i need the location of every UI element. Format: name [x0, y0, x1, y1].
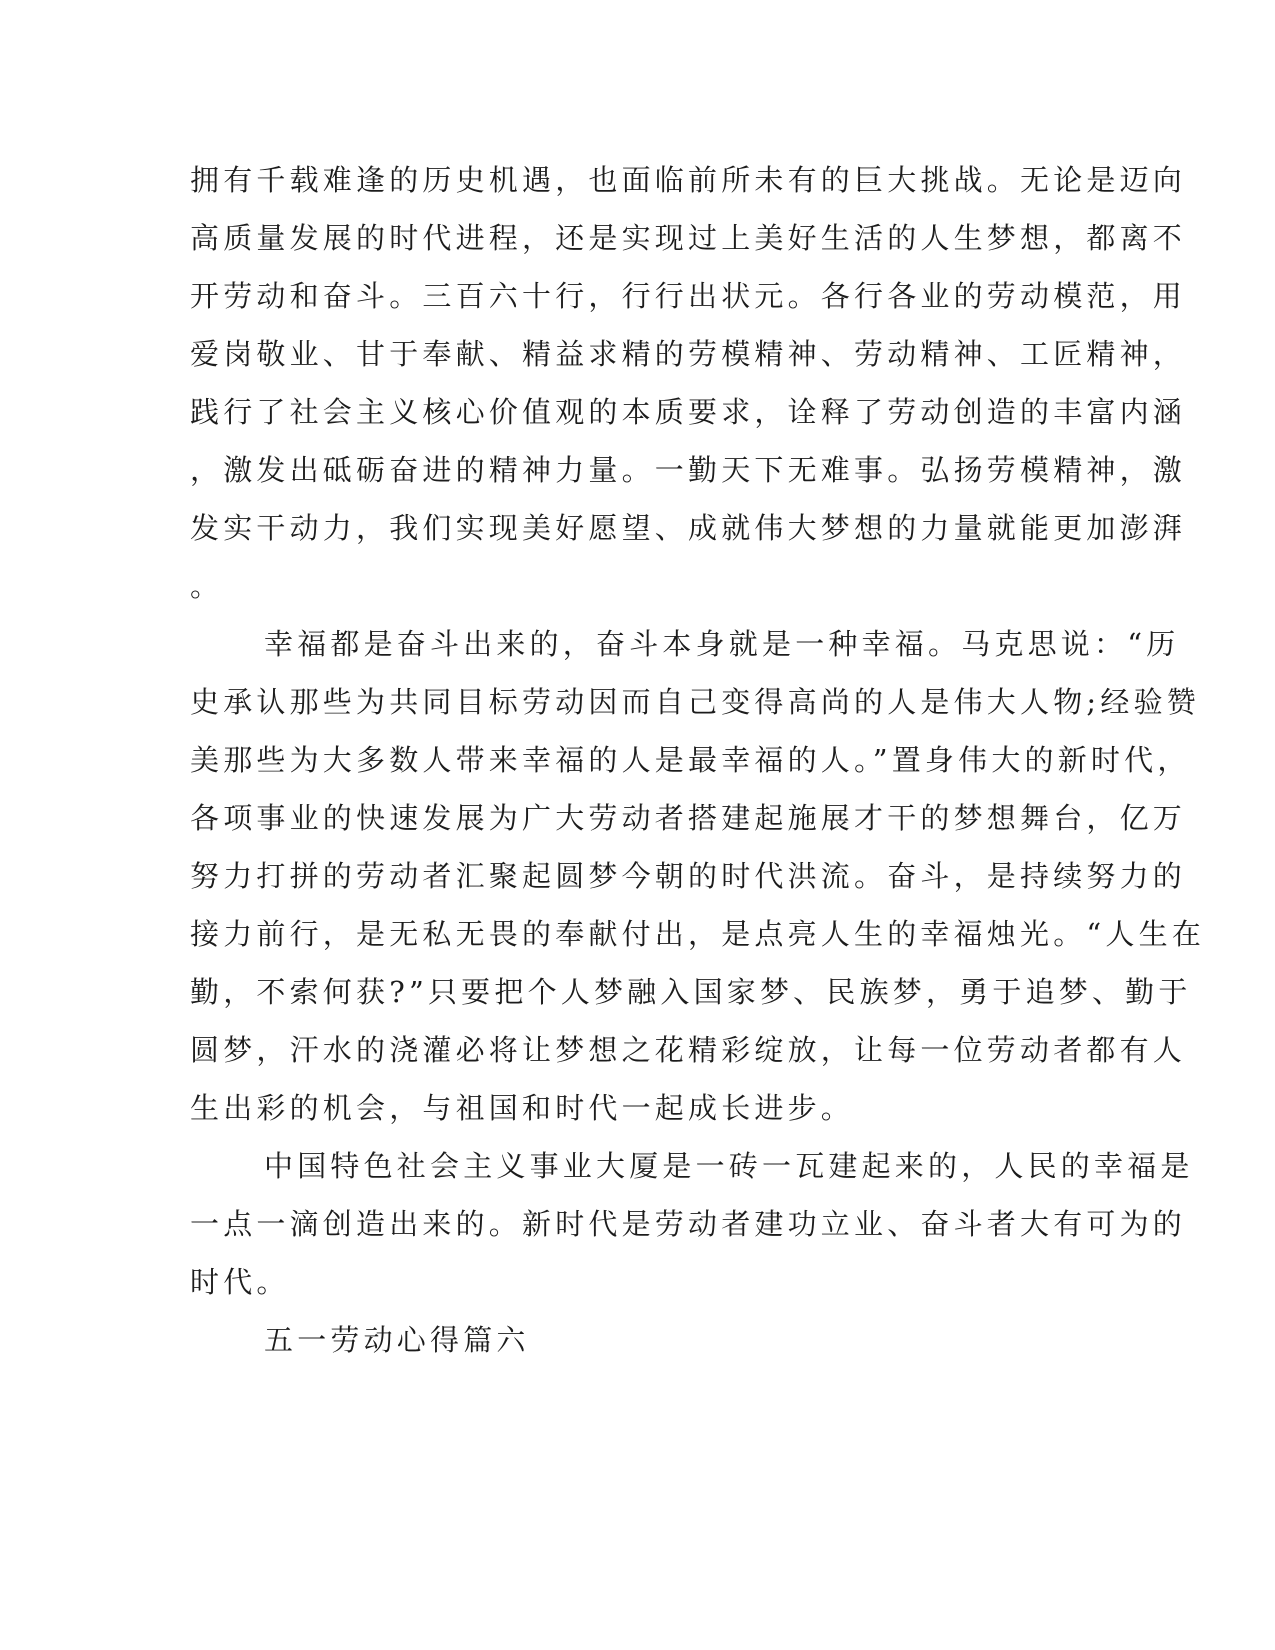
text-line: 高质量发展的时代进程，还是实现过上美好生活的人生梦想，都离不: [190, 221, 1187, 255]
text-line: 中国特色社会主义事业大厦是一砖一瓦建起来的，人民的幸福是: [264, 1149, 1194, 1183]
text-line: 。: [190, 569, 224, 603]
text-line: 史承认那些为共同目标劳动因而自己变得高尚的人是伟大人物;经验赞: [190, 685, 1200, 719]
text-line: 接力前行，是无私无畏的奉献付出，是点亮人生的幸福烛光。“人生在: [190, 917, 1206, 951]
text-line: 践行了社会主义核心价值观的本质要求，诠释了劳动创造的丰富内涵: [190, 395, 1187, 429]
text-line: 爱岗敬业、甘于奉献、精益求精的劳模精神、劳动精神、工匠精神，: [190, 337, 1187, 371]
section-heading: 五一劳动心得篇六: [264, 1323, 530, 1357]
text-line: 拥有千载难逢的历史机遇，也面临前所未有的巨大挑战。无论是迈向: [190, 163, 1187, 197]
text-line: 开劳动和奋斗。三百六十行，行行出状元。各行各业的劳动模范，用: [190, 279, 1187, 313]
text-line: 一点一滴创造出来的。新时代是劳动者建功立业、奋斗者大有可为的: [190, 1207, 1187, 1241]
text-line: ，激发出砥砺奋进的精神力量。一勤天下无难事。弘扬劳模精神，激: [190, 453, 1187, 487]
text-line: 美那些为大多数人带来幸福的人是最幸福的人。”置身伟大的新时代，: [190, 743, 1191, 777]
text-line: 发实干动力，我们实现美好愿望、成就伟大梦想的力量就能更加澎湃: [190, 511, 1187, 545]
text-line: 努力打拼的劳动者汇聚起圆梦今朝的时代洪流。奋斗，是持续努力的: [190, 859, 1187, 893]
text-line: 圆梦，汗水的浇灌必将让梦想之花精彩绽放，让每一位劳动者都有人: [190, 1033, 1187, 1067]
text-line: 勤，不索何获?”只要把个人梦融入国家梦、民族梦，勇于追梦、勤于: [190, 975, 1192, 1009]
text-line: 幸福都是奋斗出来的，奋斗本身就是一种幸福。马克思说：“历: [264, 627, 1180, 661]
text-line: 各项事业的快速发展为广大劳动者搭建起施展才干的梦想舞台，亿万: [190, 801, 1187, 835]
text-line: 时代。: [190, 1265, 290, 1299]
text-line: 生出彩的机会，与祖国和时代一起成长进步。: [190, 1091, 855, 1125]
